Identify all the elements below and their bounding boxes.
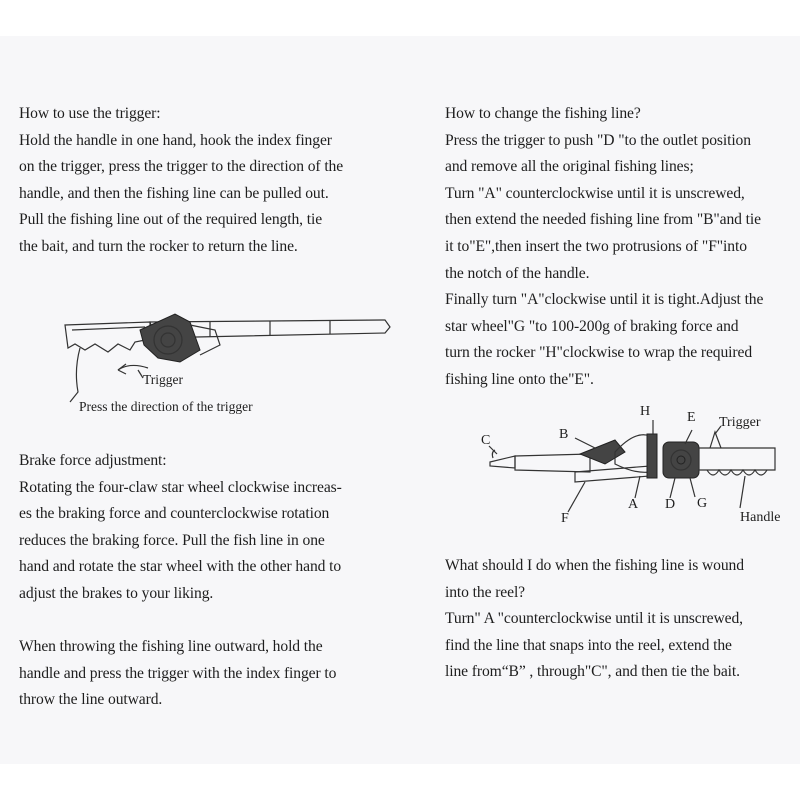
paragraph-line: Press the trigger to push "D "to the outlet position [445,131,751,149]
section-heading: How to change the fishing line? [445,105,641,122]
paragraph-line: the bait, and turn the rocker to return the line. [19,237,298,255]
label-b: B [559,427,569,442]
section-heading: Brake force adjustment: [19,452,167,469]
brake-adjustment-section [19,448,342,608]
paragraph-line: then extend the needed fishing line from "B"and tie [445,211,761,229]
figure-caption: Press the direction of the trigger [79,399,253,414]
paragraph-line: Pull the fishing line out of the required length, tie [19,211,323,229]
change-line-section [445,101,763,394]
paragraph-line: Turn "A" counterclockwise until it is unscrewed, [445,184,745,202]
paragraph-line: Finally turn "A"clockwise until it is tight.Adjust the [445,291,764,309]
paragraph-line: turn the rocker "H"clockwise to wrap the required [445,344,753,362]
paragraph-line: reduces the braking force. Pull the fish line in one [19,531,325,549]
paragraph-line: adjust the brakes to your liking. [19,584,214,602]
label-trigger: Trigger [719,415,761,430]
section-heading: What should I do when the fishing line is wound [445,557,744,574]
trigger-label: Trigger [143,372,184,387]
label-d: D [665,497,676,512]
reel-parts-figure [475,400,800,535]
paragraph-line: find the line that snaps into the reel, extend the [445,636,732,654]
paragraph-line: throw the line outward. [19,691,163,709]
label-c: C [481,433,491,448]
paragraph-line: line from“B” , through"C", and then tie the bait. [445,663,740,681]
paragraph-line: Turn" A "counterclockwise until it is unscrewed, [445,610,743,628]
throwing-section [19,634,336,714]
trigger-usage-section [19,101,343,261]
paragraph-line: it to"E",then insert the two protrusions of "F"into [445,237,747,255]
paragraph-line: es the braking force and counterclockwise rotation [19,505,330,523]
label-f: F [561,511,569,526]
label-g: G [697,496,708,511]
label-e: E [687,410,696,425]
trigger-figure [40,300,400,425]
section-heading: How to use the trigger: [19,105,161,122]
label-h: H [640,404,651,419]
paragraph-line: and remove all the original fishing lines; [445,158,694,176]
paragraph-line: fishing line onto the"E". [445,370,594,388]
paragraph-line: hand and rotate the star wheel with the other hand to [19,558,342,576]
paragraph-line: star wheel"G "to 100-200g of braking force and [445,317,739,335]
paragraph-line: handle, and then the fishing line can be pulled out. [19,184,329,202]
paragraph-line: on the trigger, press the trigger to the direction of the [19,158,344,176]
label-a: A [628,497,639,512]
paragraph-line: Rotating the four-claw star wheel clockwise increas- [19,478,342,496]
paragraph-line: Hold the handle in one hand, hook the index finger [19,131,332,149]
paragraph-line: When throwing the fishing line outward, hold the [19,638,323,655]
wound-line-section [445,553,744,686]
label-handle: Handle [740,510,781,525]
paragraph-line: the notch of the handle. [445,264,590,282]
paragraph-line: into the reel? [445,583,525,601]
paragraph-line: handle and press the trigger with the index finger to [19,664,337,682]
